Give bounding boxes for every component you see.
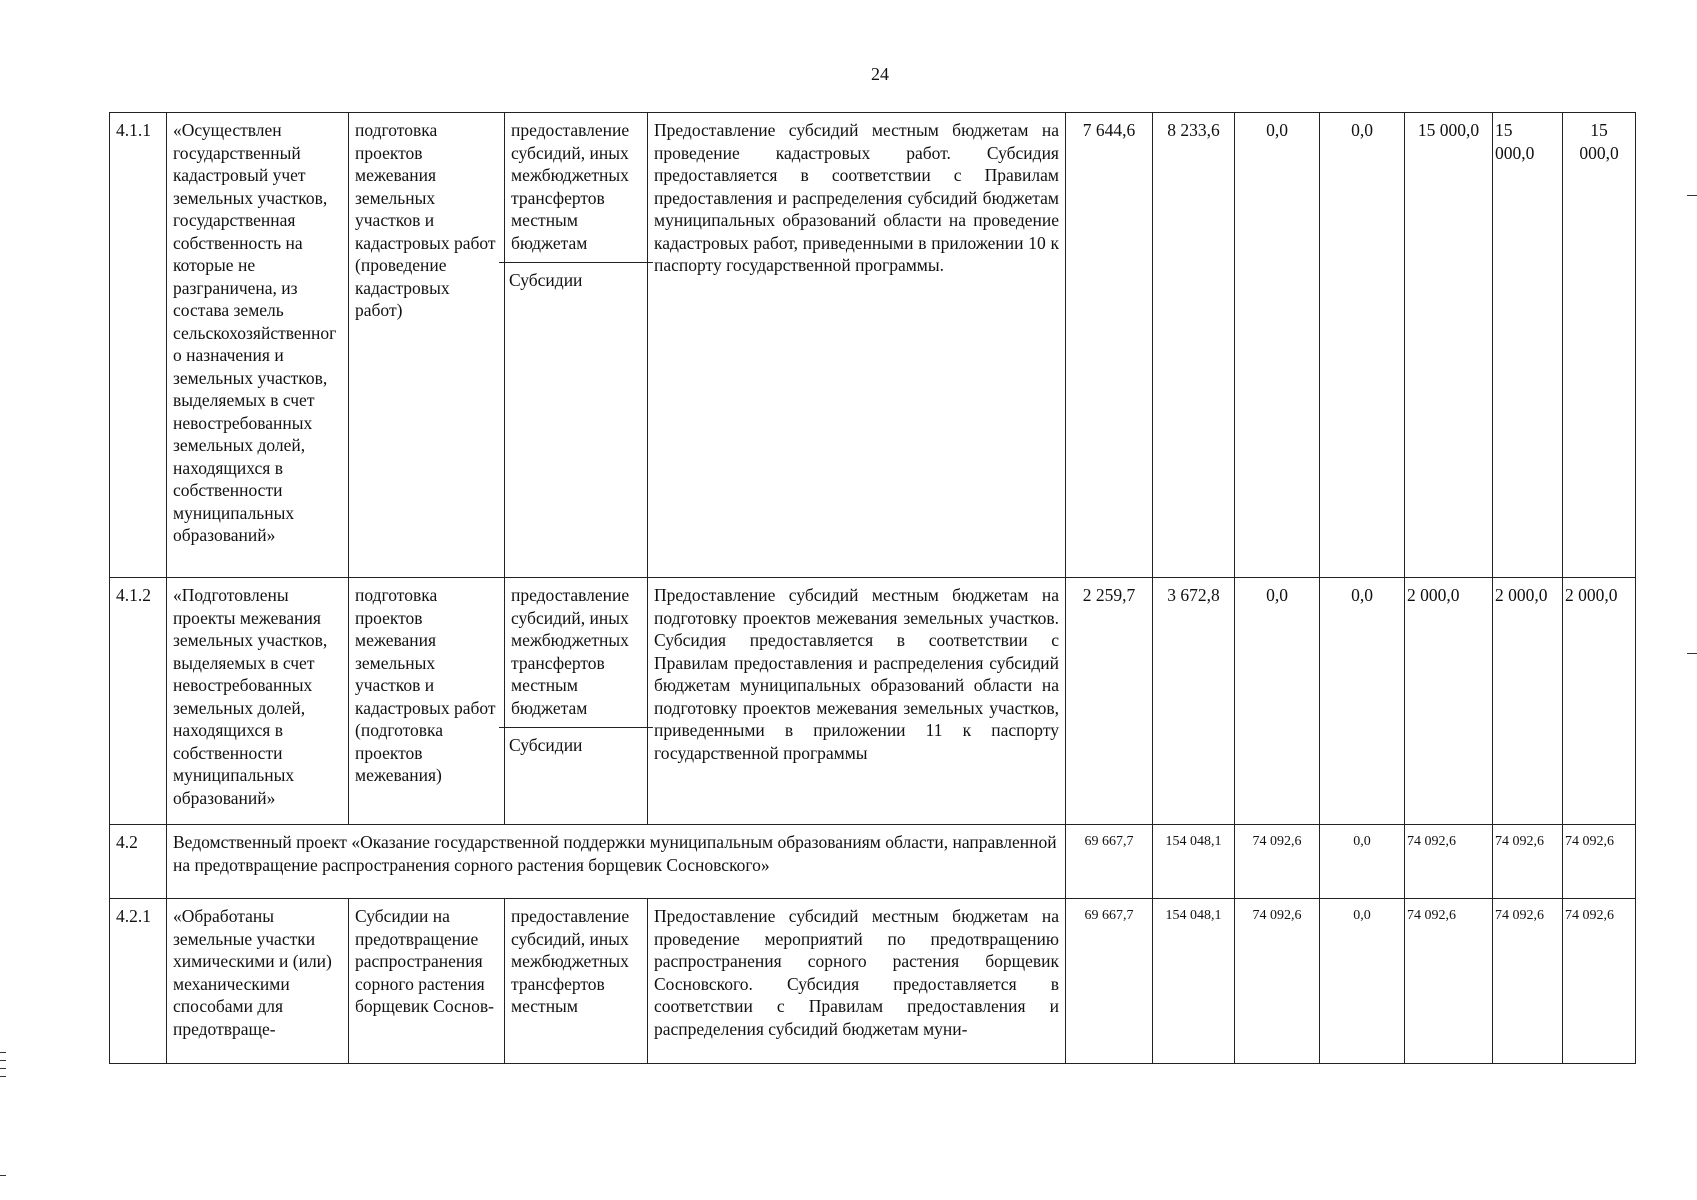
- value-cell: 15 000,0: [1563, 113, 1636, 578]
- row-result: «Обработаны земельные участки химическими и (или) механическими способами для предотвраще-: [167, 899, 349, 1064]
- row-activity: Субсидии на предотвращение распространения сорного растения борщевик Соснов-: [349, 899, 505, 1064]
- table-row: [110, 899, 1636, 1064]
- value-cell: 69 667,7: [1066, 899, 1153, 1064]
- value-cell: 3 672,8: [1153, 578, 1235, 825]
- value-cell: 74 092,6: [1493, 825, 1563, 899]
- value-cell: 15 000,0: [1405, 113, 1493, 578]
- row-activity: подготовка проектов межевания земельных участков и кадастровых работ (подготовка проектов межевания): [349, 578, 505, 825]
- row-result: «Осуществлен государственный кадастровый учет земельных участков, государственная собственность на которые не разграничена, из состава земель сельскохозяйственного назначения и земельных участков, выделяемых в счет невостребованных земельных долей, находящихся в собственности муниципальных образований»: [167, 113, 349, 578]
- value-cell: 7 644,6: [1066, 113, 1153, 578]
- value-cell: 2 000,0: [1405, 578, 1493, 825]
- value-cell: 74 092,6: [1563, 899, 1636, 1064]
- row-id: 4.1.1: [110, 113, 167, 578]
- program-table: [109, 112, 1636, 1064]
- row-tool-main: предоставление субсидий, иных межбюджетных трансфертов местным бюджетам: [511, 585, 630, 718]
- value-cell: 154 048,1: [1153, 899, 1235, 1064]
- row-id: 4.1.2: [110, 578, 167, 825]
- scan-margin-mark: [0, 1052, 6, 1053]
- value-cell: 74 092,6: [1563, 825, 1636, 899]
- value-cell: 8 233,6: [1153, 113, 1235, 578]
- table-row: [110, 113, 1636, 578]
- scan-margin-mark: [0, 1076, 6, 1077]
- row-description: Предоставление субсидий местным бюджетам на подготовку проектов межевания земельных участков. Субсидия предоставляется в соответствии с Правилам предоставления и распределения субсидий бюджетам муниципальных образований области на подготовку проектов межевания земельных участков, приведенными в приложении 11 к паспорту государственной программы: [648, 578, 1066, 825]
- row-id: 4.2: [110, 825, 167, 899]
- value-cell: 2 000,0: [1563, 578, 1636, 825]
- row-result: «Подготовлены проекты межевания земельных участков, выделяемых в счет невостребованных земельных долей, находящихся в собственности муниципальных образований»: [167, 578, 349, 825]
- row-tool: [505, 578, 648, 825]
- row-tool: [505, 113, 648, 578]
- value-cell: 0,0: [1320, 825, 1405, 899]
- row-activity: подготовка проектов межевания земельных участков и кадастровых работ (проведение кадастровых работ): [349, 113, 505, 578]
- value-cell: 74 092,6: [1235, 899, 1320, 1064]
- value-cell: 74 092,6: [1235, 825, 1320, 899]
- row-tool-main: предоставление субсидий, иных межбюджетных трансфертов местным: [505, 899, 648, 1064]
- row-tool-sub: Субсидии: [499, 262, 653, 292]
- value-cell: 0,0: [1235, 113, 1320, 578]
- project-title: Ведомственный проект «Оказание государственной поддержки муниципальным образованиям области, направленной на предотвращение распространения сорного растения борщевик Сосновского»: [167, 825, 1066, 899]
- value-cell: 74 092,6: [1405, 825, 1493, 899]
- scan-margin-mark: [0, 1060, 6, 1061]
- value-cell: 0,0: [1235, 578, 1320, 825]
- row-tool-main: предоставление субсидий, иных межбюджетных трансфертов местным бюджетам: [511, 120, 630, 253]
- value-cell: 74 092,6: [1405, 899, 1493, 1064]
- row-description: Предоставление субсидий местным бюджетам на проведение мероприятий по предотвращению распространения сорного растения борщевик Сосновского. Субсидия предоставляется в соответствии с Правилам предоставления и распределения субсидий бюджетам муни-: [648, 899, 1066, 1064]
- row-description: Предоставление субсидий местным бюджетам на проведение кадастровых работ. Субсидия предоставляется в соответствии с Правилам предоставления и распределения субсидий бюджетам муниципальных образований области на проведение кадастровых работ, приведенными в приложении 10 к паспорту государственной программы.: [648, 113, 1066, 578]
- value-cell: 2 000,0: [1493, 578, 1563, 825]
- value-cell: 0,0: [1320, 113, 1405, 578]
- row-tool-sub: Субсидии: [499, 727, 653, 757]
- value-cell: 15 000,0: [1493, 113, 1563, 578]
- value-cell: 74 092,6: [1493, 899, 1563, 1064]
- scan-margin-mark: [1687, 195, 1697, 196]
- table-row: [110, 578, 1636, 825]
- scan-margin-mark: [0, 1175, 6, 1176]
- value-cell: 2 259,7: [1066, 578, 1153, 825]
- row-id: 4.2.1: [110, 899, 167, 1064]
- table-row: [110, 825, 1636, 899]
- value-cell: 0,0: [1320, 578, 1405, 825]
- value-cell: 69 667,7: [1066, 825, 1153, 899]
- scan-margin-mark: [0, 1068, 6, 1069]
- value-cell: 0,0: [1320, 899, 1405, 1064]
- scan-margin-mark: [1687, 653, 1697, 654]
- page-number: 24: [871, 64, 889, 84]
- value-cell: 154 048,1: [1153, 825, 1235, 899]
